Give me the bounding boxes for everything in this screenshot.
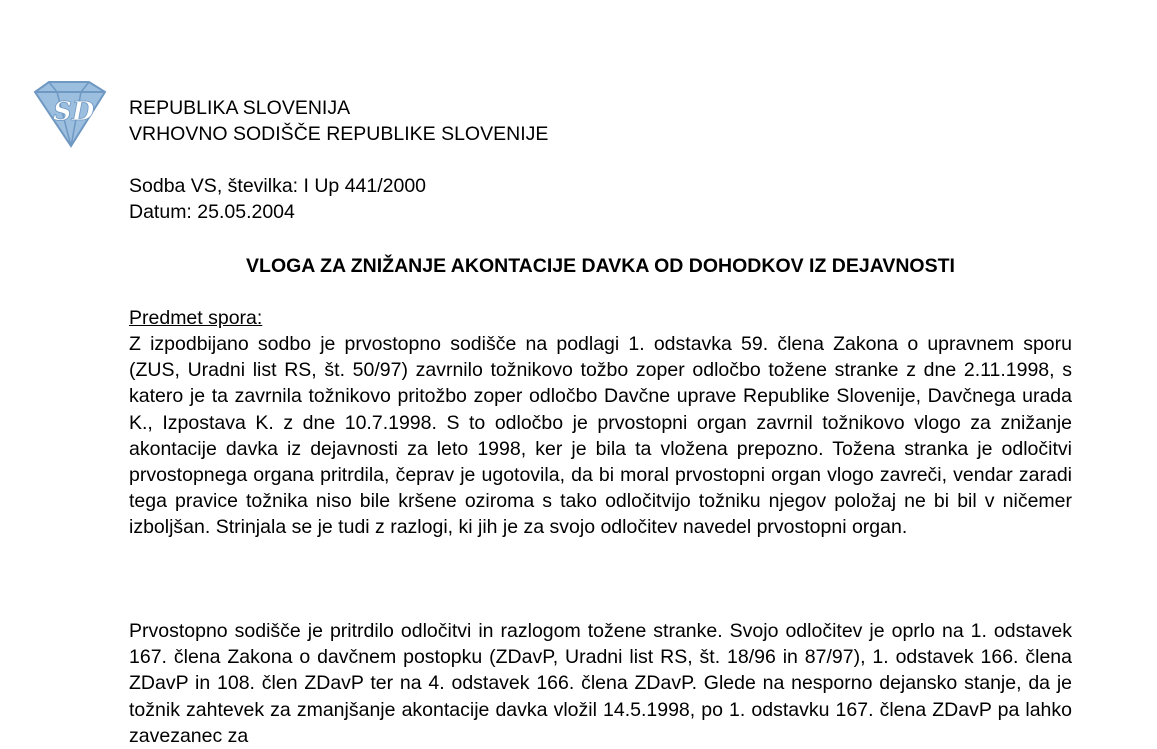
court-name: VRHOVNO SODIŠČE REPUBLIKE SLOVENIJE bbox=[129, 123, 549, 145]
court-header bbox=[129, 95, 548, 147]
decision-date: Datum: 25.05.2004 bbox=[129, 201, 295, 223]
court-logo bbox=[27, 78, 111, 148]
case-meta bbox=[129, 173, 426, 225]
republic-name: REPUBLIKA SLOVENIJA bbox=[129, 97, 351, 119]
document-title: VLOGA ZA ZNIŽANJE AKONTACIJE DAVKA OD DOHODKOV IZ DEJAVNOSTI bbox=[246, 255, 955, 277]
case-number: Sodba VS, številka: I Up 441/2000 bbox=[129, 175, 427, 197]
section-heading-subject: Predmet spora: bbox=[129, 307, 263, 329]
supreme-court-emblem-icon bbox=[27, 78, 111, 148]
paragraph: Z izpodbijano sodbo je prvostopno sodišče na podlagi 1. odstavka 59. člena Zakona o upravnem sporu (ZUS, Uradni list RS, št. 50/97) zavrnilo tožnikovo tožbo zoper odločbo tožene stranke z dne 2.11.1998, s katero je ta zavrnila tožnikovo pritožbo zoper odločbo Davčne uprave Republike Slovenije, Davčnega urada K., Izpostava K. z dne 10.7.1998. S to odločbo je prvostopni organ zavrnil tožnikovo vlogo za znižanje akontacije davka iz dejavnosti za leto 1998, ker je bila ta vložena prepozno. Tožena stranka je odločitvi prvostopnega organa pritrdila, čeprav je ugotovila, da bi moral prvostopni organ vlogo zavreči, vendar zaradi tega pravice tožnika niso bile kršene oziroma s tako odločitvijo tožniku njegov položaj ne bi bil v ničemer izboljšan. Strinjala se je tudi z razlogi, ki jih je za svojo odločitev navedel prvostopni organ. bbox=[129, 333, 1072, 539]
paragraph: Prvostopno sodišče je pritrdilo odločitvi in razlogom tožene stranke. Svojo odločitev je oprlo na 1. odstavek 167. člena Zakona o davčnem postopku (ZDavP, Uradni list RS, št. 18/96 in 87/97), 1. odstavek 166. člena ZDavP in 108. člen ZDavP ter na 4. odstavek 166. člena ZDavP. Glede na nesporno dejansko stanje, da je tožnik zahtevek za zmanjšanje akontacije davka vložil 14.5.1998, po 1. odstavku 167. člena ZDavP pa lahko zavezanec za bbox=[129, 620, 1072, 747]
logo-letters: SD bbox=[53, 97, 95, 127]
